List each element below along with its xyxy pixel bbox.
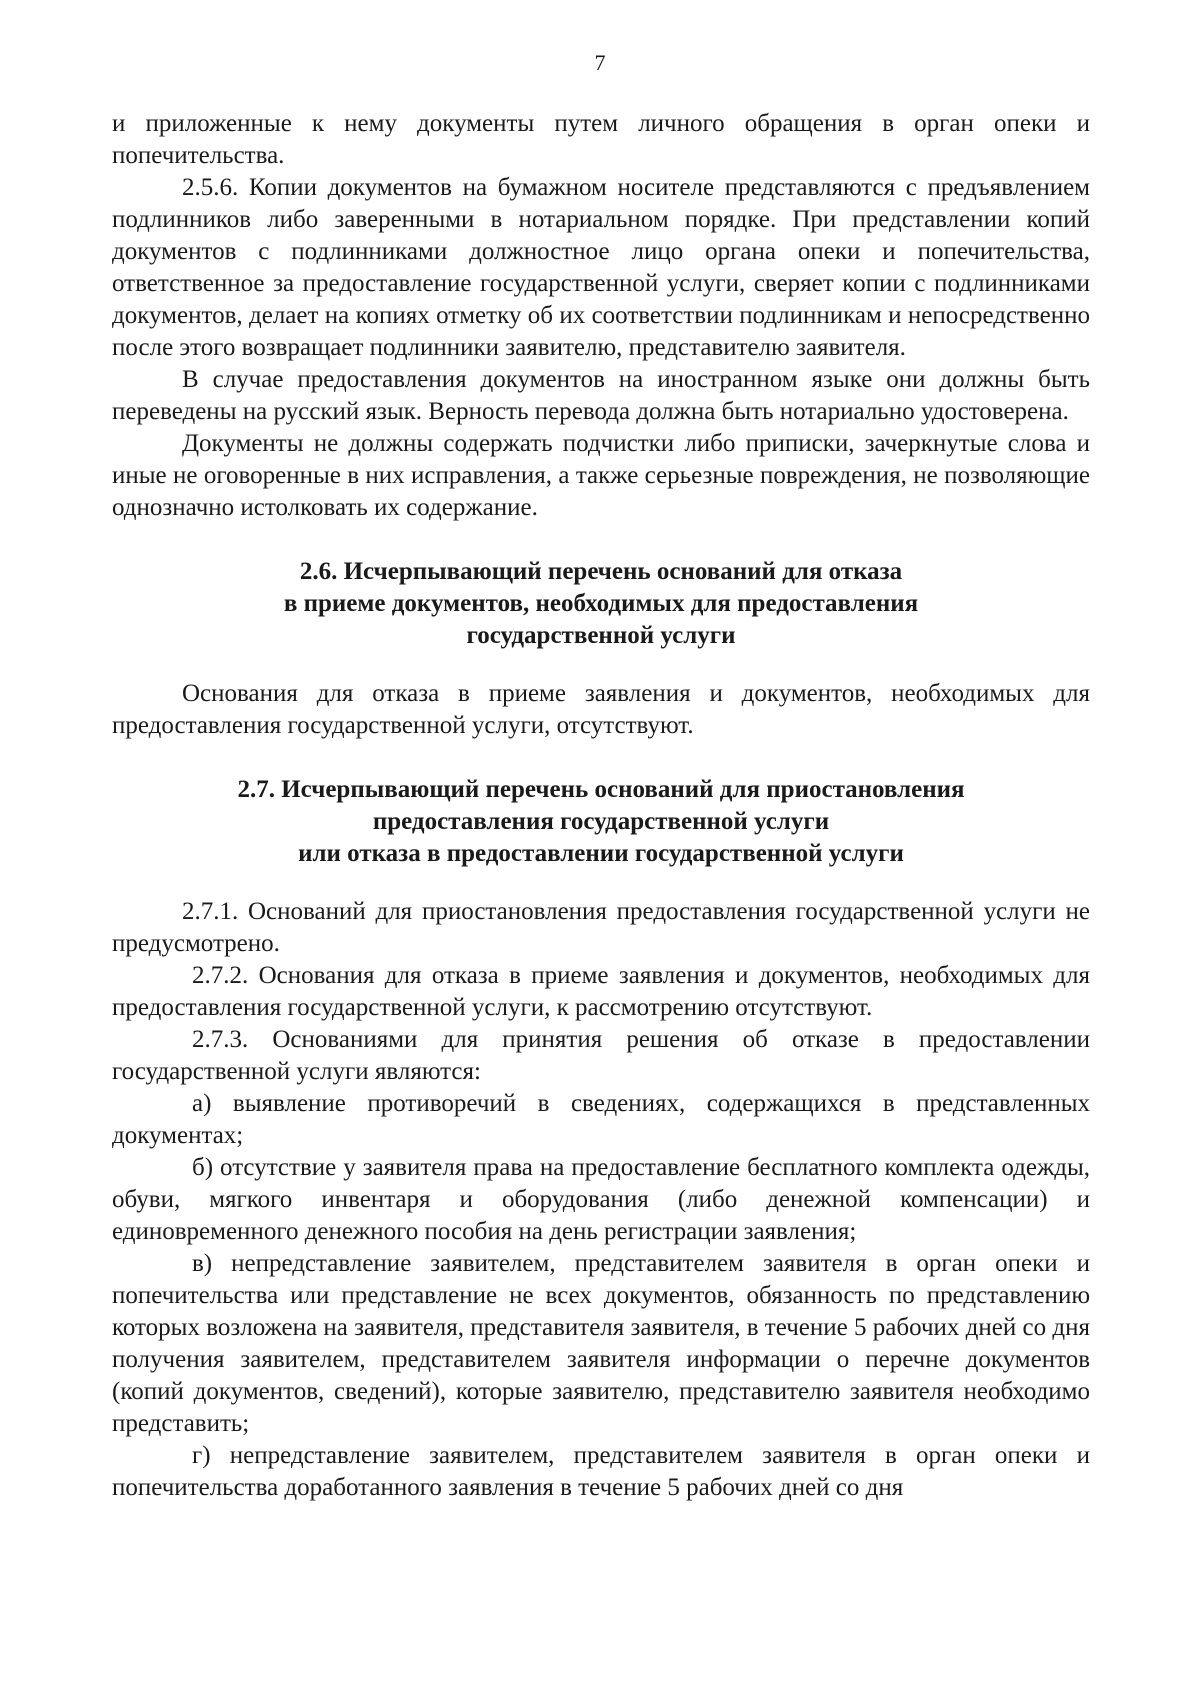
heading-line: 2.7. Исчерпывающий перечень оснований для приостановления — [237, 776, 965, 803]
paragraph-2-7-3: 2.7.3. Основаниями для принятия решения об отказе в предоставлении государственной услуги являются: — [112, 1026, 1090, 1085]
list-item-b: б) отсутствие у заявителя права на предоставление бесплатного комплекта одежды, обуви, мягкого инвентаря и оборудования (либо денежной компенсации) и единовременного денежного пособия на день регистрации заявления; — [112, 1154, 1090, 1245]
page-number: 7 — [594, 50, 606, 75]
heading-section-2-7 — [112, 774, 1090, 870]
paragraph-continuation: и приложенные к нему документы путем личного обращения в орган опеки и попечительства. — [112, 110, 1090, 169]
heading-line: государственной услуги — [466, 622, 736, 649]
page-content — [112, 108, 1090, 1504]
paragraph-2-5-6: 2.5.6. Копии документов на бумажном носителе представляются с предъявлением подлинников либо заверенными в нотариальном порядке. При представлении копий документов с подлинниками должностное лицо органа опеки и попечительства, ответственное за предоставление государственной услуги, сверяет копии с подлинниками документов, делает на копиях отметку об их соответствии подлинникам и непосредственно после этого возвращает подлинники заявителю, представителю заявителя. — [112, 174, 1090, 361]
heading-section-2-6 — [112, 556, 1090, 652]
list-item-g: г) непредставление заявителем, представителем заявителя в орган опеки и попечительства доработанного заявления в течение 5 рабочих дней со дня — [112, 1442, 1090, 1501]
paragraph-foreign-language: В случае предоставления документов на иностранном языке они должны быть переведены на русский язык. Верность перевода должна быть нотариально удостоверена. — [112, 366, 1090, 425]
paragraph-2-6-text: Основания для отказа в приеме заявления и документов, необходимых для предоставления государственной услуги, отсутствуют. — [112, 680, 1090, 739]
list-item-v: в) непредставление заявителем, представителем заявителя в орган опеки и попечительства или представление не всех документов, обязанность по представлению которых возложена на заявителя, представителя заявителя, в течение 5 рабочих дней со дня получения заявителем, представителем заявителя информации о перечне документов (копий документов, сведений), которые заявителю, представителю заявителя необходимо представить; — [112, 1250, 1090, 1437]
heading-line: предоставления государственной услуги — [372, 808, 830, 835]
paragraph-2-7-1: 2.7.1. Оснований для приостановления предоставления государственной услуги не предусмотрено. — [112, 898, 1090, 957]
heading-line: 2.6. Исчерпывающий перечень оснований для отказа — [299, 558, 903, 585]
heading-line: или отказа в предоставлении государственной услуги — [298, 840, 904, 867]
list-item-a: а) выявление противоречий в сведениях, содержащихся в представленных документах; — [112, 1090, 1090, 1149]
paragraph-2-7-2: 2.7.2. Основания для отказа в приеме заявления и документов, необходимых для предоставления государственной услуги, к рассмотрению отсутствуют. — [112, 962, 1090, 1021]
heading-line: в приеме документов, необходимых для предоставления — [283, 590, 919, 617]
paragraph-document-requirements: Документы не должны содержать подчистки либо приписки, зачеркнутые слова и иные не оговоренные в них исправления, а также серьезные повреждения, не позволяющие однозначно истолковать их содержание. — [112, 430, 1090, 521]
